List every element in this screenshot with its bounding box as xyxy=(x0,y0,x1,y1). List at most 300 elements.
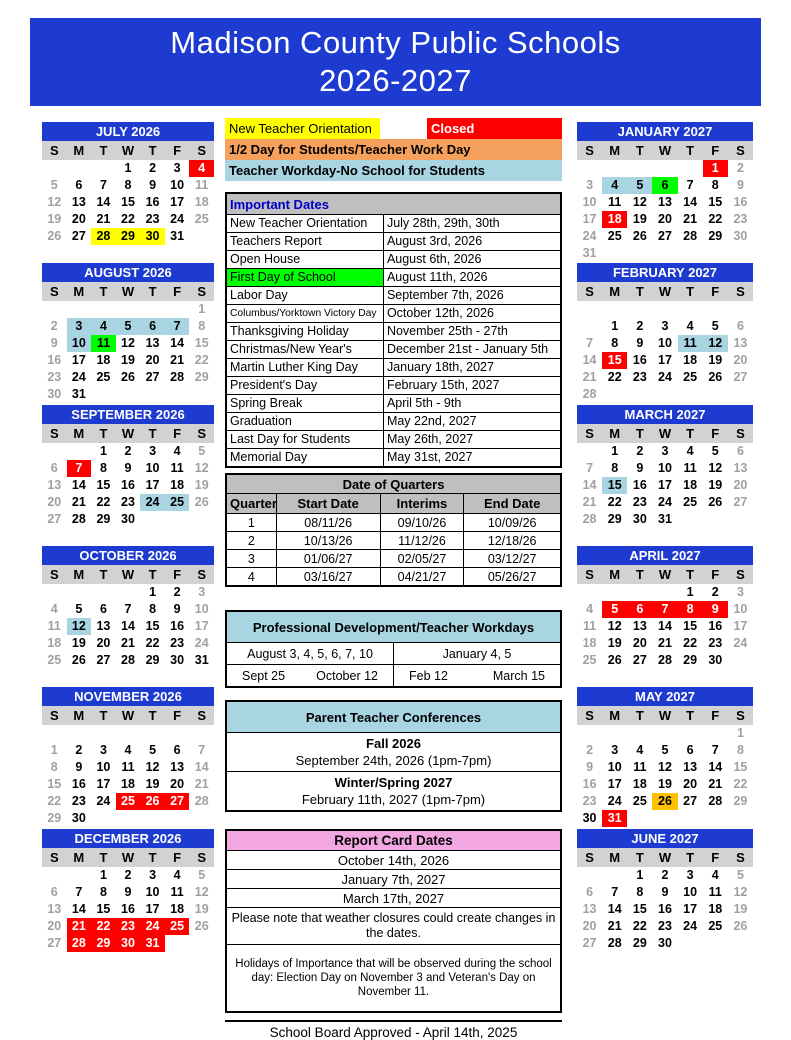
weekday-label: S xyxy=(736,567,745,582)
day-cell: 5 xyxy=(75,602,83,616)
day-cell: 29 xyxy=(683,653,698,667)
day-cell: 5 xyxy=(149,743,157,757)
conference-row xyxy=(226,733,561,772)
day-cell: 22 xyxy=(607,370,622,384)
day-cell: 4 xyxy=(173,444,181,458)
day-cell xyxy=(652,245,677,262)
day-cell: 13 xyxy=(145,336,160,350)
day-cell: 8 xyxy=(99,461,107,475)
day-cell xyxy=(627,725,652,742)
day-cell: 9 xyxy=(149,178,157,192)
day-cell xyxy=(652,584,677,601)
weekday-label: M xyxy=(609,284,621,299)
day-cell xyxy=(189,386,214,403)
day-cell: 21 xyxy=(607,919,622,933)
day-cell: 10 xyxy=(194,602,209,616)
important-date-row xyxy=(226,323,561,341)
day-cell: 24 xyxy=(607,794,622,808)
day-cell: 1 xyxy=(686,585,694,599)
event-label: Christmas/New Year's xyxy=(226,341,383,359)
day-cell: 9 xyxy=(736,178,744,192)
day-cell: 26 xyxy=(652,793,677,810)
day-cell: 9 xyxy=(124,461,132,475)
day-cell: 19 xyxy=(121,353,135,367)
weekday-label: S xyxy=(585,426,594,441)
day-cell: 22 xyxy=(733,777,748,791)
quarter-cell: 10/09/26 xyxy=(464,514,561,532)
day-cell: 19 xyxy=(71,636,86,650)
day-cell xyxy=(678,810,703,827)
day-cell: 30 xyxy=(658,936,672,950)
day-cell: 9 xyxy=(173,602,181,616)
day-cell: 18 xyxy=(170,478,185,492)
day-cell: 4 xyxy=(686,444,694,458)
weekday-label: F xyxy=(711,567,720,582)
day-cell: 12 xyxy=(703,335,728,352)
day-cell: 10 xyxy=(145,885,160,899)
day-cell: 1 xyxy=(50,743,58,757)
day-cell: 29 xyxy=(708,229,723,243)
weekday-label: S xyxy=(197,284,207,299)
weekday-label: S xyxy=(585,708,594,723)
day-cell: 21 xyxy=(658,636,672,650)
pd-date: Feb 12 xyxy=(409,668,448,683)
day-cell: 6 xyxy=(99,602,107,616)
day-cell xyxy=(91,725,116,742)
day-cell xyxy=(602,386,627,403)
day-cell: 22 xyxy=(47,794,62,808)
day-cell xyxy=(627,245,652,262)
professional-development-title: Professional Development/Teacher Workdays xyxy=(226,611,561,643)
day-cell: 17 xyxy=(145,902,160,916)
day-cell: 18 xyxy=(602,211,627,228)
day-cell xyxy=(602,245,627,262)
month-july-2026 xyxy=(42,122,214,245)
weekday-header xyxy=(42,565,214,584)
day-cell: 11 xyxy=(121,760,135,774)
day-cell: 2 xyxy=(661,868,669,882)
day-cell: 11 xyxy=(582,619,597,633)
weekday-label: F xyxy=(711,143,720,158)
weekday-header xyxy=(42,706,214,725)
day-cell: 15 xyxy=(632,902,647,916)
month-title: NOVEMBER 2026 xyxy=(42,687,214,706)
day-cell: 19 xyxy=(708,353,723,367)
day-cell: 5 xyxy=(627,177,652,194)
important-date-row xyxy=(226,287,561,305)
day-cell: 7 xyxy=(75,885,83,899)
day-cell: 15 xyxy=(194,336,209,350)
weekday-label: S xyxy=(197,708,207,723)
day-cell: 21 xyxy=(96,212,111,226)
day-cell: 3 xyxy=(586,178,594,192)
day-cell: 10 xyxy=(658,336,672,350)
day-cell: 17 xyxy=(733,619,748,633)
conference-row xyxy=(226,772,561,812)
month-october-2026 xyxy=(42,546,214,669)
day-cell: 23 xyxy=(582,794,597,808)
day-cell: 16 xyxy=(71,777,86,791)
day-cell: 13 xyxy=(658,195,672,209)
day-cell: 18 xyxy=(47,636,62,650)
day-cell: 25 xyxy=(607,229,622,243)
day-cell: 18 xyxy=(582,636,597,650)
weekday-label: S xyxy=(197,143,207,158)
day-cell: 28 xyxy=(708,794,723,808)
day-cell: 10 xyxy=(683,885,698,899)
month-title: APRIL 2027 xyxy=(577,546,753,565)
day-cell: 8 xyxy=(711,178,719,192)
quarters-column-header: Interims xyxy=(380,494,464,514)
day-cell xyxy=(189,935,214,952)
weekday-label: S xyxy=(49,708,59,723)
weekday-label: T xyxy=(148,567,157,582)
day-cell: 26 xyxy=(47,229,62,243)
day-cell: 23 xyxy=(632,495,647,509)
pd-date: Sept 25 xyxy=(242,668,286,683)
day-cell: 19 xyxy=(632,212,647,226)
day-cell: 1 xyxy=(124,161,132,175)
day-cell: 18 xyxy=(632,777,647,791)
day-cell: 27 xyxy=(145,370,160,384)
event-date: August 11th, 2026 xyxy=(383,269,561,287)
month-grid xyxy=(42,443,214,528)
day-cell: 4 xyxy=(124,743,132,757)
weekday-label: F xyxy=(173,567,182,582)
day-cell: 4 xyxy=(91,318,116,335)
day-cell xyxy=(42,725,67,742)
day-cell: 17 xyxy=(658,478,672,492)
day-cell: 17 xyxy=(607,777,622,791)
weekday-header xyxy=(42,141,214,160)
day-cell: 19 xyxy=(145,777,160,791)
weekday-label: S xyxy=(49,850,59,865)
quarter-cell: 05/26/27 xyxy=(464,568,561,587)
weekday-label: S xyxy=(585,567,594,582)
day-cell: 31 xyxy=(582,246,597,260)
day-cell: 15 xyxy=(683,619,698,633)
weekday-label: S xyxy=(736,708,745,723)
important-dates-title: Important Dates xyxy=(226,193,561,215)
weather-note: Please note that weather closures could create changes in the dates. xyxy=(226,908,561,945)
day-cell: 28 xyxy=(91,228,116,245)
day-cell: 9 xyxy=(703,601,728,618)
day-cell: 2 xyxy=(736,161,744,175)
quarter-cell: 04/21/27 xyxy=(380,568,464,587)
day-cell: 8 xyxy=(611,461,619,475)
day-cell xyxy=(165,386,190,403)
day-cell xyxy=(165,810,190,827)
weekday-label: M xyxy=(609,850,621,865)
day-cell: 4 xyxy=(686,319,694,333)
month-june-2027 xyxy=(577,829,753,952)
day-cell: 29 xyxy=(632,936,647,950)
day-cell: 26 xyxy=(121,370,135,384)
weekday-label: T xyxy=(635,708,644,723)
day-cell xyxy=(652,160,677,177)
day-cell: 6 xyxy=(140,318,165,335)
day-cell xyxy=(91,386,116,403)
day-cell: 16 xyxy=(145,195,160,209)
day-cell: 14 xyxy=(582,353,597,367)
weekday-label: M xyxy=(609,426,621,441)
weekday-label: M xyxy=(73,850,85,865)
weekday-label: S xyxy=(49,284,59,299)
day-cell: 27 xyxy=(96,653,111,667)
quarter-cell: 11/12/26 xyxy=(380,532,464,550)
day-cell: 25 xyxy=(165,918,190,935)
quarter-cell: 1 xyxy=(226,514,276,532)
day-cell: 8 xyxy=(149,602,157,616)
day-cell: 23 xyxy=(121,495,135,509)
weekday-label: T xyxy=(99,850,108,865)
legend-closed: Closed xyxy=(427,118,562,139)
day-cell: 27 xyxy=(733,370,748,384)
weekday-header xyxy=(577,565,753,584)
day-cell: 13 xyxy=(170,760,185,774)
day-cell: 24 xyxy=(71,370,86,384)
day-cell xyxy=(165,935,190,952)
day-cell: 18 xyxy=(708,902,723,916)
day-cell: 19 xyxy=(658,777,672,791)
day-cell xyxy=(627,584,652,601)
day-cell: 13 xyxy=(96,619,111,633)
day-cell: 18 xyxy=(683,353,698,367)
report-card-date: October 14th, 2026 xyxy=(226,851,561,870)
quarter-row xyxy=(226,568,561,587)
day-cell: 4 xyxy=(189,160,214,177)
day-cell: 6 xyxy=(652,177,677,194)
day-cell xyxy=(42,584,67,601)
day-cell: 11 xyxy=(678,335,703,352)
day-cell xyxy=(189,228,214,245)
weekday-label: S xyxy=(197,426,207,441)
day-cell: 2 xyxy=(124,868,132,882)
weekday-label: S xyxy=(736,850,745,865)
month-title: MARCH 2027 xyxy=(577,405,753,424)
day-cell: 4 xyxy=(711,868,719,882)
weekday-label: T xyxy=(148,143,157,158)
month-grid xyxy=(577,725,753,827)
weekday-label: S xyxy=(736,426,745,441)
day-cell: 10 xyxy=(67,335,92,352)
day-cell: 29 xyxy=(47,811,62,825)
day-cell: 1 xyxy=(736,726,744,740)
day-cell: 14 xyxy=(194,760,209,774)
day-cell: 27 xyxy=(47,512,62,526)
day-cell: 29 xyxy=(733,794,748,808)
day-cell: 5 xyxy=(198,444,206,458)
day-cell: 20 xyxy=(71,212,86,226)
day-cell: 7 xyxy=(198,743,206,757)
weekday-label: F xyxy=(173,850,182,865)
event-date: May 22nd, 2027 xyxy=(383,413,561,431)
month-grid xyxy=(577,301,753,403)
day-cell: 11 xyxy=(633,760,647,774)
report-card-table xyxy=(225,829,562,1013)
day-cell: 21 xyxy=(582,370,597,384)
day-cell: 22 xyxy=(632,919,647,933)
day-cell: 26 xyxy=(140,793,165,810)
weekday-label: M xyxy=(609,143,621,158)
holidays-note-row xyxy=(226,945,561,1013)
day-cell xyxy=(678,935,703,952)
day-cell: 19 xyxy=(607,636,622,650)
day-cell xyxy=(140,301,165,318)
month-february-2027 xyxy=(577,263,753,403)
weekday-label: T xyxy=(635,426,644,441)
weekday-label: S xyxy=(736,143,745,158)
day-cell xyxy=(67,443,92,460)
weather-note-row xyxy=(226,908,561,945)
event-date: December 21st - January 5th xyxy=(383,341,561,359)
day-cell xyxy=(140,810,165,827)
event-date: February 15th, 2027 xyxy=(383,377,561,395)
day-cell: 13 xyxy=(683,760,698,774)
weekday-label: T xyxy=(686,850,695,865)
day-cell: 26 xyxy=(71,653,86,667)
event-label: Columbus/Yorktown Victory Day xyxy=(226,305,383,323)
weekday-label: S xyxy=(736,284,745,299)
day-cell: 21 xyxy=(71,495,86,509)
day-cell xyxy=(91,584,116,601)
day-cell: 22 xyxy=(145,636,160,650)
day-cell: 14 xyxy=(708,760,723,774)
day-cell: 12 xyxy=(607,619,622,633)
day-cell: 17 xyxy=(145,478,160,492)
legend-half-day: 1/2 Day for Students/Teacher Work Day xyxy=(225,139,562,160)
day-cell: 20 xyxy=(96,636,111,650)
day-cell: 9 xyxy=(661,885,669,899)
day-cell xyxy=(91,810,116,827)
day-cell: 29 xyxy=(607,512,622,526)
day-cell: 22 xyxy=(91,918,116,935)
day-cell: 21 xyxy=(683,212,698,226)
day-cell: 7 xyxy=(99,178,107,192)
day-cell: 12 xyxy=(194,885,209,899)
weekday-label: M xyxy=(73,143,85,158)
day-cell xyxy=(703,511,728,528)
day-cell xyxy=(602,160,627,177)
day-cell xyxy=(577,867,602,884)
day-cell: 14 xyxy=(71,478,86,492)
day-cell: 2 xyxy=(149,161,157,175)
day-cell: 22 xyxy=(121,212,135,226)
report-card-date: January 7th, 2027 xyxy=(226,870,561,889)
day-cell: 19 xyxy=(733,902,748,916)
day-cell: 24 xyxy=(140,494,165,511)
day-cell: 2 xyxy=(636,444,644,458)
day-cell: 31 xyxy=(602,810,627,827)
day-cell: 6 xyxy=(50,461,58,475)
weekday-label: W xyxy=(658,426,672,441)
day-cell: 28 xyxy=(607,936,622,950)
day-cell xyxy=(189,810,214,827)
day-cell: 23 xyxy=(71,794,86,808)
month-title: FEBRUARY 2027 xyxy=(577,263,753,282)
day-cell: 8 xyxy=(736,743,744,757)
weekday-label: T xyxy=(635,284,644,299)
quarter-cell: 10/13/26 xyxy=(276,532,380,550)
day-cell: 3 xyxy=(686,868,694,882)
day-cell: 11 xyxy=(170,885,184,899)
important-date-row xyxy=(226,341,561,359)
day-cell: 11 xyxy=(708,885,722,899)
conference-winter-spring xyxy=(226,772,561,812)
month-may-2027 xyxy=(577,687,753,827)
day-cell: 17 xyxy=(170,195,185,209)
day-cell xyxy=(577,725,602,742)
day-cell xyxy=(116,725,141,742)
day-cell: 11 xyxy=(47,619,61,633)
day-cell: 10 xyxy=(145,461,160,475)
month-september-2026 xyxy=(42,405,214,528)
weekday-label: F xyxy=(173,708,182,723)
report-card-date: March 17th, 2027 xyxy=(226,889,561,908)
day-cell xyxy=(189,725,214,742)
day-cell: 29 xyxy=(194,370,209,384)
day-cell: 22 xyxy=(96,495,111,509)
weekday-label: M xyxy=(73,708,85,723)
event-date: January 18th, 2027 xyxy=(383,359,561,377)
day-cell xyxy=(652,810,677,827)
weekday-label: W xyxy=(658,284,672,299)
day-cell: 14 xyxy=(607,902,622,916)
day-cell: 30 xyxy=(121,512,135,526)
day-cell: 9 xyxy=(636,461,644,475)
day-cell: 21 xyxy=(708,777,723,791)
day-cell: 25 xyxy=(683,370,698,384)
day-cell xyxy=(577,318,602,335)
day-cell: 23 xyxy=(47,370,62,384)
day-cell: 6 xyxy=(736,444,744,458)
day-cell: 23 xyxy=(116,918,141,935)
day-cell: 25 xyxy=(47,653,62,667)
pd-date: October 12 xyxy=(316,668,378,683)
day-cell: 7 xyxy=(67,460,92,477)
day-cell xyxy=(703,386,728,403)
day-cell: 12 xyxy=(708,461,723,475)
day-cell: 1 xyxy=(149,585,157,599)
day-cell: 18 xyxy=(96,353,111,367)
day-cell xyxy=(703,301,728,318)
quarters-title: Date of Quarters xyxy=(226,474,561,494)
day-cell: 2 xyxy=(586,743,594,757)
day-cell: 19 xyxy=(194,902,209,916)
day-cell xyxy=(577,301,602,318)
day-cell: 24 xyxy=(733,636,748,650)
day-cell: 28 xyxy=(71,512,86,526)
day-cell: 5 xyxy=(116,318,141,335)
day-cell: 15 xyxy=(602,477,627,494)
day-cell: 20 xyxy=(582,919,597,933)
event-date: April 5th - 9th xyxy=(383,395,561,413)
weekday-header xyxy=(42,282,214,301)
day-cell: 7 xyxy=(652,601,677,618)
important-date-row xyxy=(226,449,561,468)
event-date: August 6th, 2026 xyxy=(383,251,561,269)
quarter-row xyxy=(226,514,561,532)
weekday-label: F xyxy=(711,426,720,441)
day-cell: 12 xyxy=(658,760,672,774)
day-cell: 31 xyxy=(170,229,185,243)
day-cell: 17 xyxy=(194,619,209,633)
day-cell: 15 xyxy=(145,619,160,633)
day-cell: 10 xyxy=(170,178,185,192)
quarter-cell: 03/16/27 xyxy=(276,568,380,587)
day-cell: 13 xyxy=(733,336,748,350)
day-cell xyxy=(67,584,92,601)
